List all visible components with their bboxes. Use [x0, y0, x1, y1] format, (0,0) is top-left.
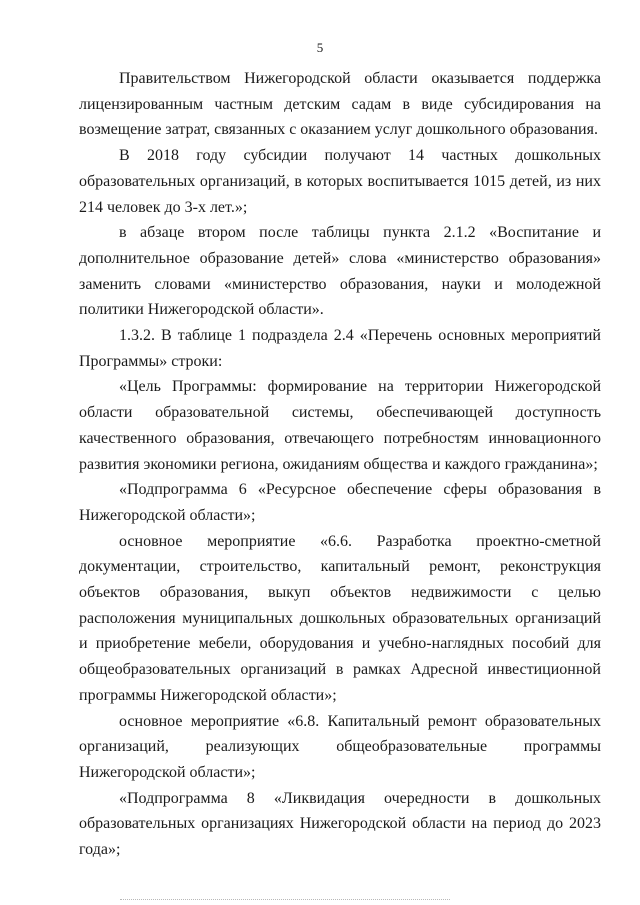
footer-divider	[120, 899, 450, 900]
paragraph-table-1-rows: 1.3.2. В таблице 1 подраздела 2.4 «Перечень основных мероприятий Программы» строки:	[79, 327, 601, 370]
paragraph-subsidy-support: Правительством Нижегородской области оказывается поддержка лицензированным частным детским садам в виде субсидирования на возмещение затрат, связанных с оказанием услуг дошкольного образования.	[79, 70, 601, 139]
paragraph-measure-6-6: основное мероприятие «6.6. Разработка проектно-сметной документации, строительство, капитальный ремонт, реконструкция объектов образования, выкуп объектов недвижимости с целью расположения муниципальных дошкольных образовательных организаций и приобретение мебели, оборудования и учебно-наглядных пособий для общеобразовательных организаций в рамках Адресной инвестиционной программы Нижегородской области»;	[79, 532, 601, 704]
paragraph-subprogram-8: «Подпрограмма 8 «Ликвидация очередности в дошкольных образовательных организациях Нижегородской области на период до 2023 года»;	[79, 789, 601, 859]
paragraph-amendment-ministry-name: в абзаце втором после таблицы пункта 2.1.2 «Воспитание и дополнительное образование детей» слова «министерство образования» заменить словами «министерство образования, науки и молодежной политики Нижегородской области».	[79, 224, 601, 319]
page-number: 5	[316, 40, 324, 55]
paragraph-program-goal: «Цель Программы: формирование на территории Нижегородской области образовательной системы, обеспечивающей доступность качественного образования, отвечающего потребностям инновационного развития экономики региона, ожиданиям общества и каждого гражданина»;	[79, 378, 601, 473]
document-body	[79, 66, 601, 863]
paragraph-subprogram-6: «Подпрограмма 6 «Ресурсное обеспечение сферы образования в Нижегородской области»;	[79, 481, 601, 524]
paragraph-subsidy-2018: В 2018 году субсидии получают 14 частных дошкольных образовательных организаций, в которых воспитывается 1015 детей, из них 214 человек до 3-х лет.»;	[79, 147, 601, 216]
paragraph-measure-6-8: основное мероприятие «6.8. Капитальный ремонт образовательных организаций, реализующих общеобразовательные программы Нижегородской области»;	[79, 712, 601, 781]
